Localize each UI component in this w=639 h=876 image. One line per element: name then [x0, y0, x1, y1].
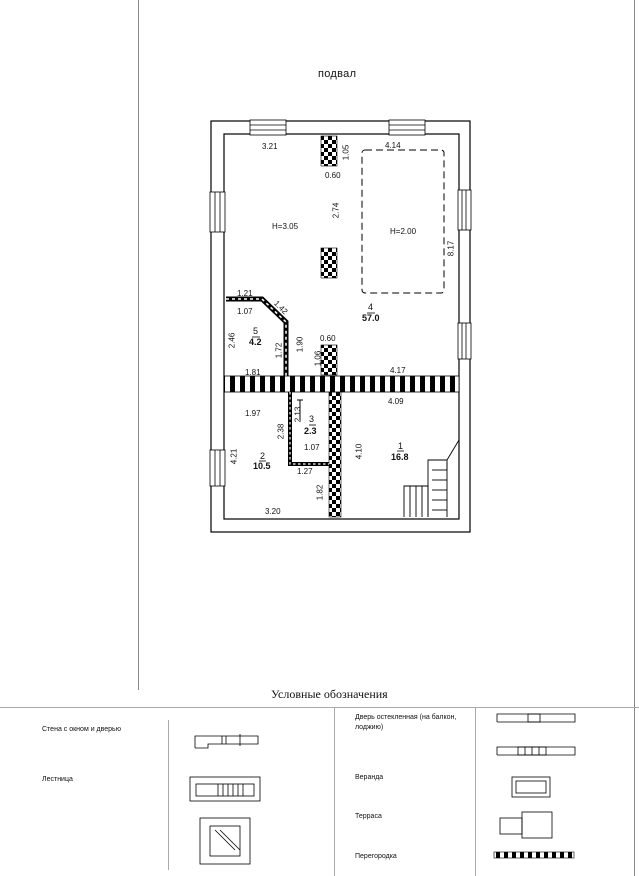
legend-item-terrace: Терраса	[355, 813, 382, 820]
legend-title: Условные обозначения	[271, 687, 388, 701]
room-5-area: 4.2	[249, 337, 262, 347]
dim-right817: 8.17	[446, 240, 456, 257]
dim-v410: 4.10	[354, 443, 364, 460]
legend-item-glazed-door: Дверь остекленная (на балкон, лоджию)	[355, 714, 457, 731]
plan-title: подвал	[318, 68, 357, 80]
room-5-number: 5	[253, 326, 259, 336]
dim-d060a: 0.60	[325, 171, 341, 180]
dim-v182: 1.82	[315, 484, 325, 501]
dim-v421: 4.21	[229, 448, 239, 465]
dim-d409: 4.09	[388, 397, 404, 406]
height-label-main: H=3.05	[272, 222, 299, 231]
room-2-area: 10.5	[253, 461, 271, 471]
dim-d197: 1.97	[245, 409, 261, 418]
dim-v238: 2.38	[276, 423, 286, 440]
dim-v190: 1.90	[295, 336, 305, 353]
room-4-number: 4	[368, 302, 374, 312]
dim-top-left: 3.21	[262, 142, 278, 151]
room-1-area: 16.8	[391, 452, 409, 462]
dim-v274: 2.74	[331, 202, 341, 219]
room-1-number: 1	[398, 441, 404, 451]
dim-v105: 1.05	[341, 144, 351, 161]
dim-top-right: 4.14	[385, 141, 401, 150]
dim-d181: 1.81	[245, 368, 261, 377]
legend-item-wall: Стена с окном и дверью	[42, 726, 121, 733]
dim-d127: 1.27	[297, 467, 313, 476]
room-3-number: 3	[309, 414, 315, 424]
room-4-area: 57.0	[362, 313, 380, 323]
height-label-pit: H=2.00	[390, 227, 417, 236]
legend-item-veranda: Веранда	[355, 774, 384, 781]
dim-d107b: 1.07	[304, 443, 320, 452]
dim-d320: 3.20	[265, 507, 281, 516]
dim-v172: 1.72	[274, 342, 284, 359]
legend-item-stairs: Лестница	[42, 776, 73, 783]
dim-v106: 1.06	[313, 350, 323, 367]
dim-v246: 2.46	[227, 332, 237, 349]
dim-d417: 4.17	[390, 366, 406, 375]
dim-d142: 1.42	[272, 298, 290, 317]
room-3-area: 2.3	[304, 426, 317, 436]
dim-v213: 2.13	[293, 406, 303, 423]
room-2-number: 2	[260, 451, 266, 461]
legend-item-partition: Перегородка	[355, 853, 397, 860]
dim-d107a: 1.07	[237, 307, 253, 316]
dim-d121: 1.21	[237, 289, 253, 298]
dim-d060b: 0.60	[320, 334, 336, 343]
